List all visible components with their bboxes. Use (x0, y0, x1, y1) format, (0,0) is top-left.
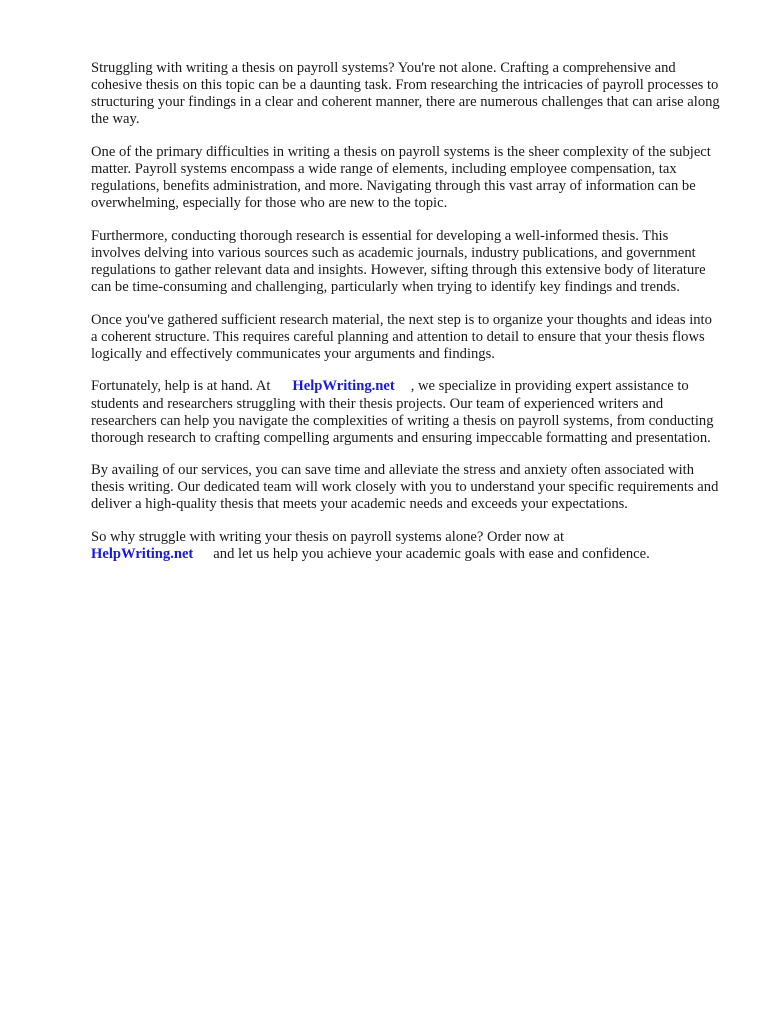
paragraph-help (91, 378, 721, 446)
paragraph-services: By availing of our services, you can save time and alleviate the stress and anxiety often associated with thesis writing. Our dedicated team will work closely with you to understand your specific requirements and deliver a high-quality thesis that meets your academic needs and exceeds your expectations. (91, 462, 719, 513)
paragraph-structure: Once you've gathered sufficient research material, the next step is to organize your thoughts and ideas into a coherent structure. This requires careful planning and attention to detail to ensure that your thesis flows logically and effectively communicates your arguments and findings. (91, 311, 712, 362)
paragraph-intro: Struggling with writing a thesis on payroll systems? You're not alone. Crafting a comprehensive and cohesive thesis on this topic can be a daunting task. From researching the intricacies of payroll processes to structuring your findings in a clear and coherent manner, there are numerous challenges that can arise along the way. (91, 60, 720, 128)
paragraph-complexity: One of the primary difficulties in writing a thesis on payroll systems is the sheer complexity of the subject matter. Payroll systems encompass a wide range of elements, including employee compensation, tax regulations, benefits administration, and more. Navigating through this vast array of information can be overwhelming, especially for those who are new to the topic. (91, 143, 711, 212)
document-page (91, 60, 721, 579)
paragraph-order-text-before: So why struggle with writing your thesis on payroll systems alone? Order now at (91, 529, 565, 546)
paragraph-research: Furthermore, conducting thorough research is essential for developing a well-informed thesis. This involves delving into various sources such as academic journals, industry publications, and government regulations to gather relevant data and insights. However, sifting through this extensive body of literature can be time-consuming and challenging, particularly when trying to identify key findings and trends. (91, 227, 706, 296)
helpwriting-link-order[interactable]: HelpWriting.net (91, 546, 194, 563)
paragraph-help-text-after: , we specialize in providing expert assistance to students and researchers struggling with their thesis projects. Our team of experienced writers and researchers can help you navigate the complexities of writing a thesis on payroll systems, from conducting thorough research to crafting compelling arguments and ensuring impeccable formatting and presentation. (91, 378, 714, 446)
paragraph-help-text-before: Fortunately, help is at hand. At (91, 378, 271, 395)
paragraph-order (91, 529, 721, 563)
helpwriting-link[interactable]: HelpWriting.net (292, 378, 395, 395)
paragraph-order-text-after: and let us help you achieve your academic goals with ease and confidence. (213, 546, 650, 563)
